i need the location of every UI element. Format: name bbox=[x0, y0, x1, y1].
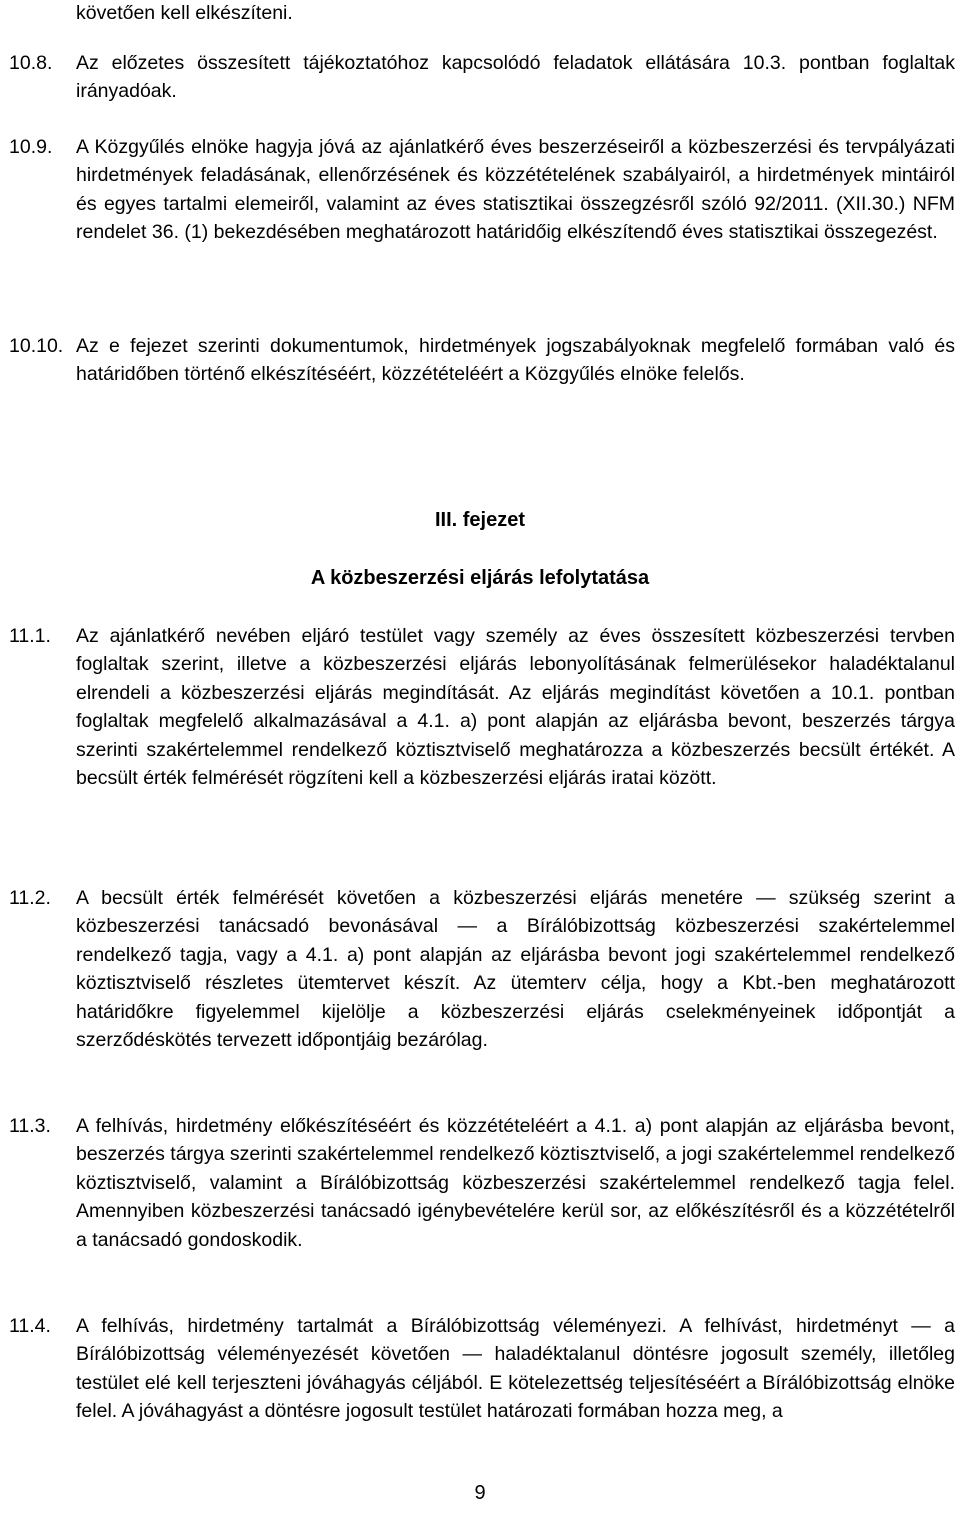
paragraph-number: 10.8. bbox=[9, 52, 53, 74]
paragraph-text: Az előzetes összesített tájékoztatóhoz kapcsolódó feladatok ellátására 10.3. pontban foglaltak irányadóak. bbox=[76, 52, 955, 103]
paragraph-number: 11.2. bbox=[9, 887, 51, 909]
paragraph-text: A felhívás, hirdetmény előkészítéséért és közzétételéért a 4.1. a) pont alapján az eljárásba bevont, beszerzés tárgya szerinti szakértelemmel rendelkező köztisztviselő, a jogi szakértelemmel rendelkező köztisztviselő, valamint a Bírálóbizottság közbeszerzési szakértelemmel rendelkező tagja felel. Amennyiben közbeszerzési tanácsadó igénybevételére kerül sor, az előkészítésről és a közzétételről a tanácsadó gondoskodik. bbox=[76, 1115, 955, 1251]
paragraph-number: 11.4. bbox=[9, 1315, 51, 1337]
chapter-title: A közbeszerzési eljárás lefolytatása bbox=[310, 567, 650, 589]
paragraph-11-2 bbox=[9, 884, 955, 1054]
page-number: 9 bbox=[474, 1482, 486, 1504]
paragraph-number: 11.3. bbox=[9, 1115, 51, 1137]
paragraph-number: 11.1. bbox=[9, 625, 51, 647]
paragraph-number: 10.10. bbox=[9, 335, 64, 357]
paragraph-number: 10.9. bbox=[9, 136, 53, 158]
paragraph-11-1 bbox=[9, 622, 955, 792]
chapter-number: III. fejezet bbox=[434, 509, 526, 531]
paragraph-text: Az e fejezet szerinti dokumentumok, hirdetmények jogszabályoknak megfelelő formában való és határidőben történő elkészítéséért, közzétételéért a Közgyűlés elnöke felelős. bbox=[76, 335, 955, 386]
paragraph-text: Az ajánlatkérő nevében eljáró testület vagy személy az éves összesített közbeszerzési tervben foglaltak szerint, illetve a közbeszerzési eljárás lebonyolításának felmerülésekor haladéktalanul elrendeli a közbeszerzési eljárás megindítását. Az eljárás megindítást követően a 10.1. pontban foglaltak megfelelő alkalmazásával a 4.1. a) pont alapján az eljárásba bevont, beszerzés tárgya szerinti szakértelemmel rendelkező köztisztviselő meghatározza a közbeszerzés becsült értékét. A becsült érték felmérését rögzíteni kell a közbeszerzési eljárás iratai között. bbox=[76, 625, 955, 790]
paragraph-10-9 bbox=[9, 133, 955, 247]
paragraph-text: A felhívás, hirdetmény tartalmát a Bírálóbizottság véleményezi. A felhívást, hirdetményt — a Bírálóbizottság véleményezését követően — haladéktalanul döntésre jogosult személy, illetőleg testület elé kell terjeszteni jóváhagyás céljából. E kötelezettség teljesítéséért a Bírálóbizottság elnöke felel. A jóváhagyást a döntésre jogosult testület határozati formában hozza meg, a bbox=[76, 1315, 955, 1423]
paragraph-11-4 bbox=[9, 1312, 955, 1426]
paragraph-11-3 bbox=[9, 1112, 955, 1254]
paragraph-10-8 bbox=[9, 49, 955, 106]
paragraph-10-10 bbox=[9, 332, 955, 389]
paragraph-text: A becsült érték felmérését követően a közbeszerzési eljárás menetére — szükség szerint a közbeszerzési tanácsadó bevonásával — a Bírálóbizottság közbeszerzési szakértelemmel rendelkező tagja, vagy a 4.1. a) pont alapján az eljárásba bevont jogi szakértelemmel rendelkező köztisztviselő részletes ütemtervet készít. Az ütemterv célja, hogy a Kbt.-ben meghatározott határidőkre figyelemmel kijelölje a közbeszerzési eljárás cselekményeinek időpontját a szerződéskötés tervezett időpontjáig bezárólag. bbox=[76, 887, 955, 1052]
paragraph-text: A Közgyűlés elnöke hagyja jóvá az ajánlatkérő éves beszerzéseiről a közbeszerzési és tervpályázati hirdetmények feladásának, ellenőrzésének és közzétételének szabályairól, a hirdetmények mintáiról és egyes tartalmi elemeiről, valamint az éves statisztikai összegzésről szóló 92/2011. (XII.30.) NFM rendelet 36. (1) bekezdésében meghatározott határidőig elkészítendő éves statisztikai összegezést. bbox=[76, 136, 955, 244]
top-fragment: követően kell elkészíteni. bbox=[76, 2, 293, 24]
